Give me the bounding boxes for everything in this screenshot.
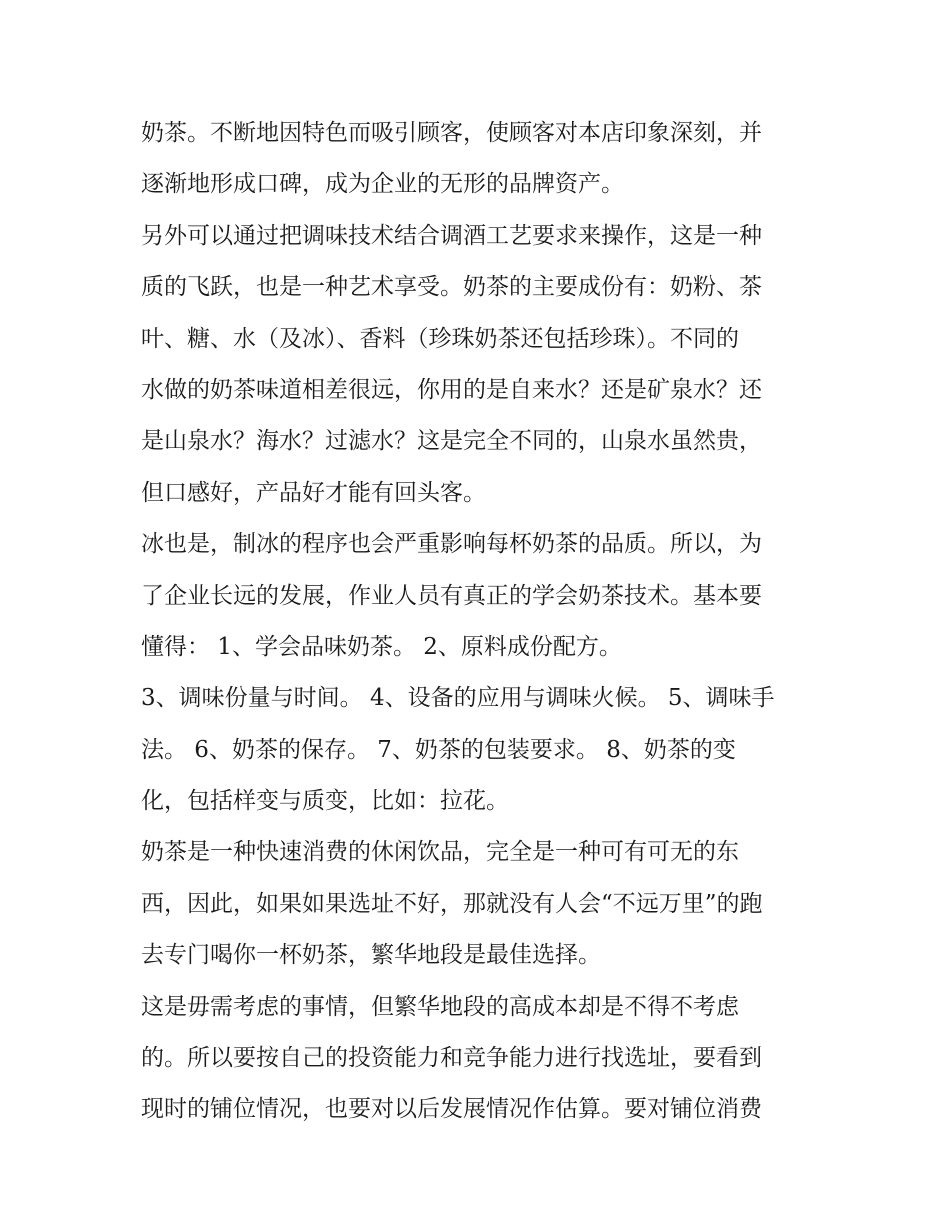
text-line: 西，因此，如果如果选址不好，那就没有人会“不远万里”的跑 — [141, 890, 763, 917]
text-line: 的。所以要按自己的投资能力和竞争能力进行找选址，要看到 — [141, 1045, 762, 1072]
text-line: 去专门喝你一杯奶茶，繁华地段是最佳选择。 — [141, 942, 601, 969]
text-line: 另外可以通过把调味技术结合调酒工艺要求来操作，这是一种 — [141, 222, 762, 249]
text-line: 现时的铺位情况，也要对以后发展情况作估算。要对铺位消费 — [141, 1096, 762, 1123]
text-line: 是山泉水？海水？过滤水？这是完全不同的，山泉水虽然贵， — [141, 428, 762, 455]
text-line: 水做的奶茶味道相差很远，你用的是自来水？还是矿泉水？还 — [141, 376, 762, 403]
text-line: 奶茶。不断地因特色而吸引顾客，使顾客对本店印象深刻，并 — [141, 120, 762, 146]
text-line: 这是毋需考虑的事情，但繁华地段的高成本却是不得不考虑 — [141, 993, 739, 1020]
text-line: 奶茶是一种快速消费的休闲饮品，完全是一种可有可无的东 — [141, 839, 739, 866]
text-line: 但口感好，产品好才能有回头客。 — [141, 479, 486, 506]
body-text — [141, 108, 821, 1136]
text-line: 3、调味份量与时间。 4、设备的应用与调味火候。 5、调味手 — [141, 685, 775, 712]
text-line: 逐渐地形成口碑，成为企业的无形的品牌资产。 — [141, 171, 624, 198]
text-line: 质的飞跃，也是一种艺术享受。奶茶的主要成份有：奶粉、茶 — [141, 274, 762, 301]
text-line: 懂得： 1、学会品味奶茶。 2、原料成份配方。 — [141, 633, 622, 660]
text-line: 叶、糖、水（及冰）、香料（珍珠奶茶还包括珍珠）。不同的 — [141, 325, 739, 352]
text-line: 法。 6、奶茶的保存。 7、奶茶的包装要求。 8、奶茶的变 — [141, 736, 736, 763]
text-line: 了企业长远的发展，作业人员有真正的学会奶茶技术。基本要 — [141, 582, 762, 609]
text-line: 化，包括样变与质变，比如：拉花。 — [141, 788, 509, 815]
text-line: 冰也是，制冰的程序也会严重影响每杯奶茶的品质。所以，为 — [141, 531, 762, 558]
